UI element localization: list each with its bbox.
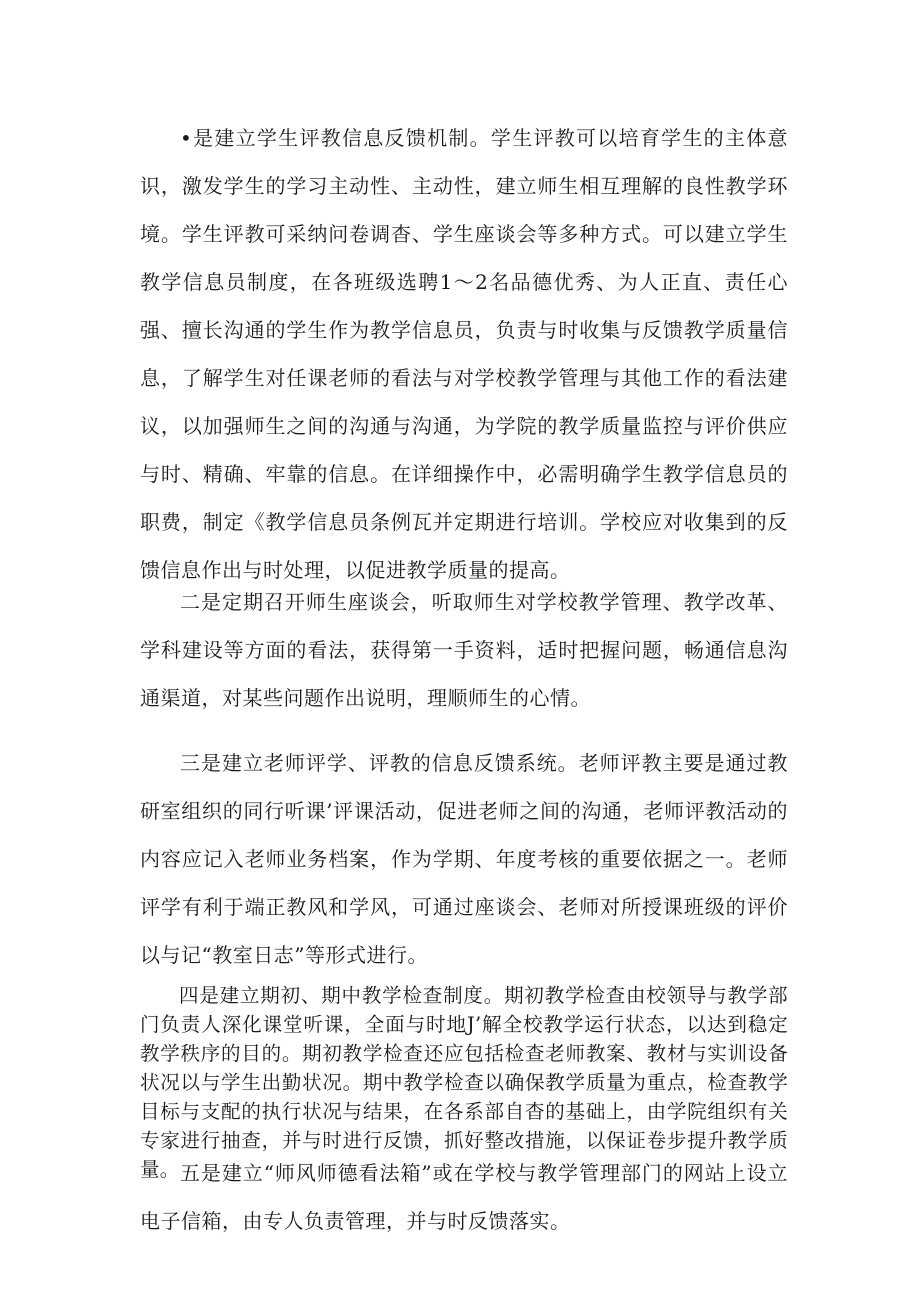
paragraph-teacher-evaluation: 三是建立老师评学、评教的信息反馈系统。老师评教主要是通过教研室组织的同行听课’评课活动，促进老师之间的沟通，老师评教活动的内容应记入老师业务档案，作为学期、年度考核的重要依据之一。老师评学有利于端正教风和学风，可通过座谈会、老师对所授课班级的评价以与记“教室日志”等形式进行。 — [140, 751, 788, 967]
paragraph-teaching-inspection: 四是建立期初、期中教学检查制度。期初教学检查由校领导与教学部门负责人深化课堂听课，全面与时地J’解全校教学运行状态，以达到稳定教学秩序的目的。期初教学检查还应包括检查老师教案、教材与实训设备状况以与学生出勤状况。期中教学检查以确保教学质量为重点，检查教学目标与支配的执行状况与结果，在各系部自杳的基础上，由学院组织有关专家进行抽查，并与时进行反馈，抓好整改措施，以保证卷步提升教学质量。 — [140, 984, 788, 1181]
paragraph-student-evaluation: •是建立学生评教信息反馈机制。学生评教可以培育学生的主体意识，激发学生的学习主动性、主动性，建立师生相互理解的良性教学环境。学生评教可采纳问卷调杳、学生座谈会等多种方式。可以建立学生教学信息员制度，在各班级选聘1～2名品德优秀、为人正直、责任心强、擅长沟通的学生作为教学信息员，负责与时收集与反馈教学质量信息，了解学生对任课老师的看法与对学校教学管理与其他工作的看法建议，以加强师生之间的沟通与沟通，为学院的教学质量监控与评价供应与时、精确、牢靠的信息。在详细操作中，必需明确学生教学信息员的职费，制定《教学信息员条例瓦并定期进行培训。学校应对收集到的反馈信息作出与时处理，以促进教学质量的提高。 — [140, 126, 788, 582]
paragraph-teacher-student-forum: 二是定期召开师生座谈会，听取师生对学校教学管理、教学改革、学科建设等方面的看法，获得第一手资料，适时把握问题，畅通信息沟通渠道，对某些问题作出说明，理顺师生的心情。 — [140, 590, 788, 710]
paragraph-suggestion-box: 五是建立“师风师德看法箱”或在学校与教学管理部门的网站上设立电子信箱，由专人负责管理，并与时反馈落实。 — [140, 1161, 788, 1233]
